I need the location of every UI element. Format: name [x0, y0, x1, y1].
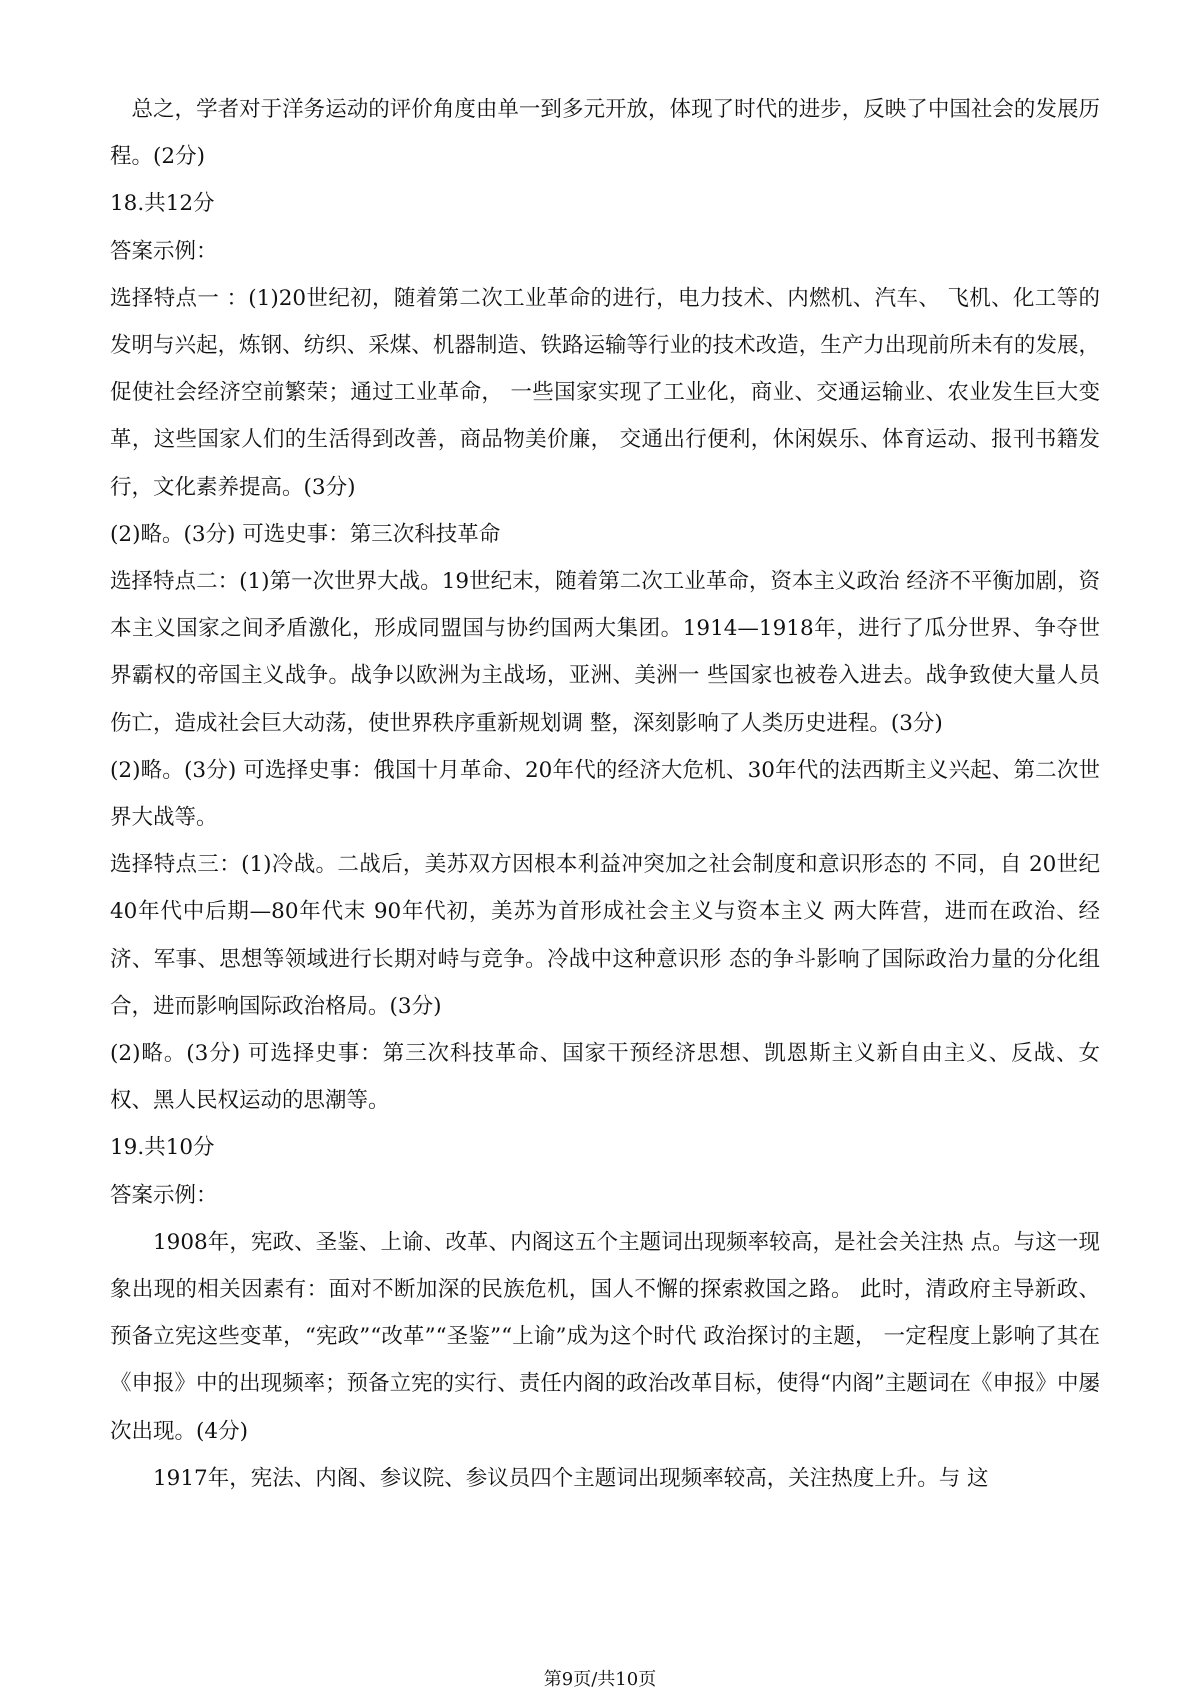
answer-example-label: 答案示例： [110, 238, 218, 264]
paragraph-q18-feature2-part2: (2)略。(3分) 可选择史事：俄国十月革命、20年代的经济大危机、30年代的法西斯主义兴起、第二次世界大战等。 [110, 757, 1100, 831]
paragraph-q18-feature1-part1: 选择特点一 ：(1)20世纪初，随着第二次工业革命的进行，电力技术、内燃机、汽车、 飞机、化工等的发明与兴起，炼钢、纺织、采煤、机器制造、铁路运输等行业的技术改造，生产力出现前所未有的发展，促使社会经济空前繁荣；通过工业革命， 一些国家实现了工业化，商业、交通运输业、农业发生巨大变革，这些国家人们的生活得到改善，商品物美价廉， 交通出行便利，休闲娱乐、体育运动、报刊书籍发行，文化素养提高。(3分) [110, 285, 1100, 500]
document-body [110, 86, 1100, 1502]
paragraph-q18-feature2-part1: 选择特点二：(1)第一次世界大战。19世纪末，随着第二次工业革命，资本主义政治 经济不平衡加剧，资本主义国家之间矛盾激化，形成同盟国与协约国两大集团。1914—1918年，进行了瓜分世界、争夺世界霸权的帝国主义战争。战争以欧洲为主战场，亚洲、美洲一 些国家也被卷入进去。战争致使大量人员伤亡，造成社会巨大动荡，使世界秩序重新规划调 整，深刻影响了人类历史进程。(3分) [110, 569, 1100, 736]
paragraph-q18-feature3-part2: (2)略。(3分) 可选择史事：第三次科技革命、国家干预经济思想、凯恩斯主义新自由主义、反战、女权、黑人民权运动的思潮等。 [110, 1041, 1100, 1114]
paragraph-q19-1917: 1917年，宪法、内阁、参议院、参议员四个主题词出现频率较高，关注热度上升。与 这 [153, 1465, 989, 1491]
page-footer [0, 1668, 1200, 1692]
question-19-heading: 19.共10分 [110, 1135, 215, 1161]
page-number: 第9页/共10页 [543, 1669, 657, 1690]
paragraph-q19-1908: 1908年，宪政、圣鉴、上谕、改革、内阁这五个主题词出现频率较高，是社会关注热 点。与这一现象出现的相关因素有：面对不断加深的民族危机，国人不懈的探索救国之路。 此时，清政府主导新政、预备立宪这些变革，“宪政”“改革”“圣鉴”“上谕”成为这个时代 政治探讨的主题， 一定程度上影响了其在《申报》中的出现频率；预备立宪的实行、责任内阁的政治改革目标，使得“内阁”主题词在《申报》中屡次出现。(4分) [110, 1229, 1100, 1444]
paragraph-q17-summary: 总之，学者对于洋务运动的评价角度由单一到多元开放，体现了时代的进步，反映了中国社会的发展历程。(2分) [110, 97, 1100, 170]
paragraph-q18-feature1-part2: (2)略。(3分) 可选史事：第三次科技革命 [110, 521, 501, 547]
answer-example-label: 答案示例： [110, 1182, 218, 1208]
question-18-heading: 18.共12分 [110, 191, 215, 217]
paragraph-q18-feature3-part1: 选择特点三：(1)冷战。二战后，美苏双方因根本利益冲突加之社会制度和意识形态的 不同，自 20世纪 40年代中后期—80年代末 90年代初，美苏为首形成社会主义与资本主义 两大阵营，进而在政治、经济、军事、思想等领域进行长期对峙与竞争。冷战中这种意识形 态的争斗影响了国际政治力量的分化组合，进而影响国际政治格局。(3分) [110, 852, 1100, 1019]
